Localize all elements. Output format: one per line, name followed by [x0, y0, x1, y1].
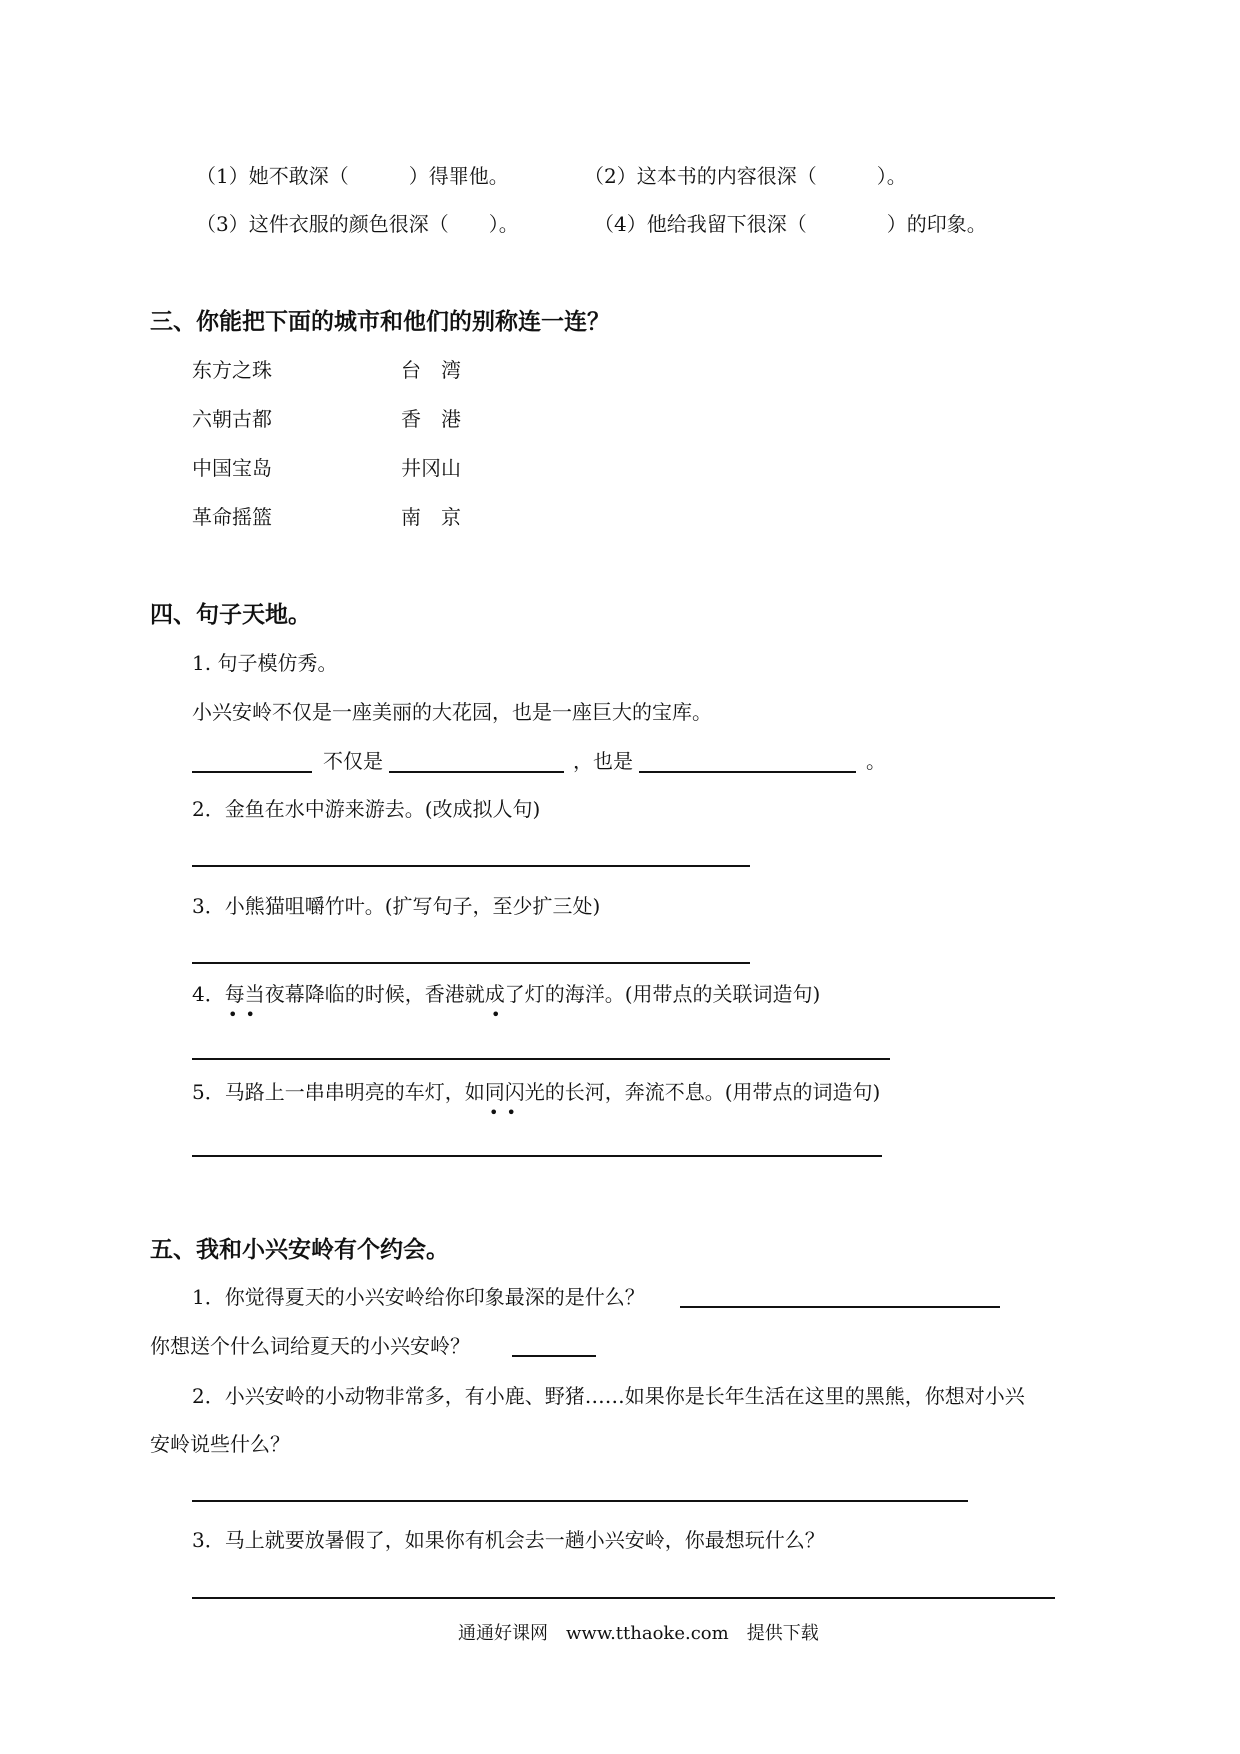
question-2: 2．小兴安岭的小动物非常多，有小鹿、野猪……如果你是长年生活在这里的黑熊，你想对小兴	[192, 1384, 1025, 1408]
blank-line-2a: （3）这件衣服的颜色很深（ ）。	[196, 212, 519, 236]
question-1: 1．你觉得夏天的小兴安岭给你印象最深的是什么？	[192, 1285, 645, 1309]
emphasis-dots: •	[491, 1005, 501, 1024]
question-1: 1. 句子模仿秀。	[192, 651, 338, 675]
question-1b: 你想送个什么词给夏天的小兴安岭？	[150, 1334, 470, 1358]
answer-line[interactable]	[192, 1058, 890, 1060]
answer-line[interactable]	[389, 771, 564, 773]
city-item: 台 湾	[401, 358, 461, 382]
blank-line-1b: （2）这本书的内容很深（ ）。	[584, 164, 907, 188]
alias-item: 六朝古都	[192, 407, 272, 431]
answer-line[interactable]	[192, 1155, 882, 1157]
question-3: 3．小熊猫咀嚼竹叶。(扩写句子，至少扩三处)	[192, 894, 601, 918]
section-4-title: 四、句子天地。	[150, 601, 311, 628]
answer-line[interactable]	[512, 1355, 596, 1357]
blank-line-2b: （4）他给我留下很深（ ）的印象。	[594, 212, 987, 236]
answer-line[interactable]	[192, 865, 750, 867]
blank-line-1a: （1）她不敢深（ ）得罪他。	[196, 164, 509, 188]
question-4: 4．每当夜幕降临的时候，香港就成了灯的海洋。(用带点的关联词造句)	[192, 982, 821, 1006]
alias-item: 革命摇篮	[192, 505, 272, 529]
answer-line[interactable]	[639, 771, 856, 773]
answer-line[interactable]	[192, 1500, 968, 1502]
section-5-title: 五、我和小兴安岭有个约会。	[150, 1236, 449, 1263]
city-item: 井冈山	[401, 456, 461, 480]
emphasis-dots: • •	[489, 1103, 516, 1122]
frame-text: 不仅是	[323, 749, 383, 773]
answer-line[interactable]	[680, 1306, 1000, 1308]
question-2: 2．金鱼在水中游来游去。(改成拟人句)	[192, 797, 541, 821]
footer-text: 通通好课网 www.tthaoke.com 提供下载	[458, 1623, 819, 1644]
emphasis-dots: • •	[228, 1005, 255, 1024]
question-2-cont: 安岭说些什么？	[150, 1432, 290, 1456]
city-item: 香 港	[401, 407, 461, 431]
answer-line[interactable]	[192, 1597, 1055, 1599]
answer-line[interactable]	[192, 771, 312, 773]
frame-text: ，也是	[573, 749, 633, 773]
alias-item: 中国宝岛	[192, 456, 272, 480]
frame-text: 。	[866, 749, 886, 773]
city-item: 南 京	[401, 505, 461, 529]
section-3-title: 三、你能把下面的城市和他们的别称连一连？	[150, 308, 610, 335]
alias-item: 东方之珠	[192, 358, 272, 382]
question-5: 5．马路上一串串明亮的车灯，如同闪光的长河，奔流不息。(用带点的词造句)	[192, 1080, 881, 1104]
example-sentence: 小兴安岭不仅是一座美丽的大花园，也是一座巨大的宝库。	[192, 700, 712, 724]
question-3: 3．马上就要放暑假了，如果你有机会去一趟小兴安岭，你最想玩什么？	[192, 1528, 825, 1552]
answer-line[interactable]	[192, 962, 750, 964]
